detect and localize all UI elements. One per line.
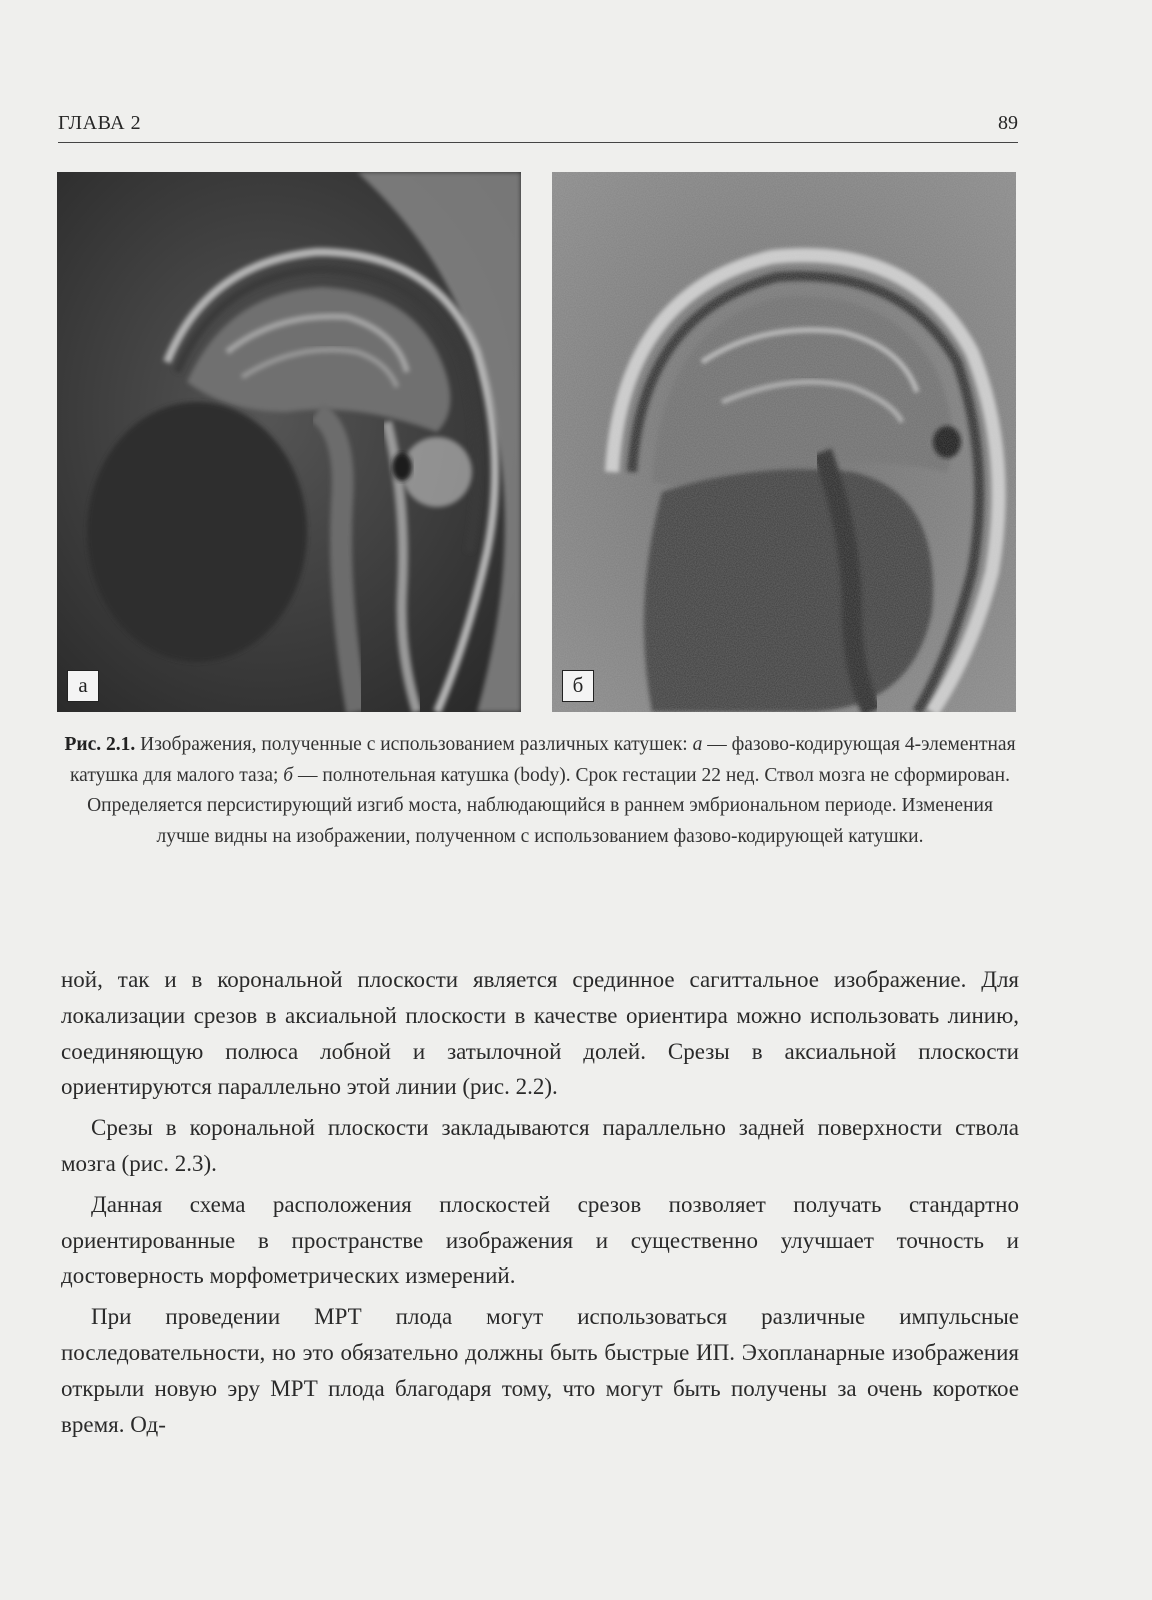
- figure-panel-b: [552, 172, 1016, 712]
- caption-text-part: Изображения, полученные с использованием различных катушек:: [135, 734, 693, 755]
- caption-label-a: а: [692, 734, 703, 755]
- mri-image-b: [552, 172, 1016, 712]
- running-head: [58, 112, 1018, 143]
- figure-caption: [60, 730, 1020, 852]
- panel-label-b: б: [562, 670, 594, 702]
- figure-panel-a: [57, 172, 521, 712]
- paragraph: При проведении МРТ плода могут использоваться различные импульсные последовательности, но это обязательно должны быть быстрые ИП. Эхопланарные изображения открыли новую эру МРТ плода благодаря тому, что могут быть получены за очень короткое время. Од-: [61, 1304, 1019, 1437]
- paragraph: ной, так и в корональной плоскости является срединное сагиттальное изображение. Для локализации срезов в аксиальной плоскости в качестве ориентира можно использовать линию, соединяющую полюса лобной и затылочной долей. Срезы в аксиальной плоскости ориентируются параллельно этой линии (рис. 2.2).: [61, 967, 1019, 1100]
- caption-text-part: — фазово-кодирующая 4-элементная катушка для малого таза;: [70, 734, 1016, 786]
- caption-number: Рис. 2.1.: [64, 734, 136, 755]
- body-text: [61, 962, 1019, 1442]
- caption-text-part: — полнотельная катушка (body). Срок гестации 22 нед. Ствол мозга не сформирован. Определяется персистирующий изгиб моста, наблюдающийся в раннем эмбриональном периоде. Изменения лучше видны на изображении, полученном с использованием фазово-кодирующей катушки.: [87, 764, 1010, 847]
- chapter-title: ГЛАВА 2: [58, 112, 142, 134]
- caption-label-b: б: [283, 764, 294, 786]
- paragraph: Срезы в корональной плоскости закладываются параллельно задней поверхности ствола мозга (рис. 2.3).: [61, 1115, 1019, 1176]
- page-number: 89: [998, 112, 1018, 134]
- paragraph: Данная схема расположения плоскостей срезов позволяет получать стандартно ориентированные в пространстве изображения и существенно улучшает точность и достоверность морфометрических измерений.: [61, 1191, 1019, 1289]
- mri-image-a: [57, 172, 521, 712]
- panel-label-a: а: [67, 670, 99, 702]
